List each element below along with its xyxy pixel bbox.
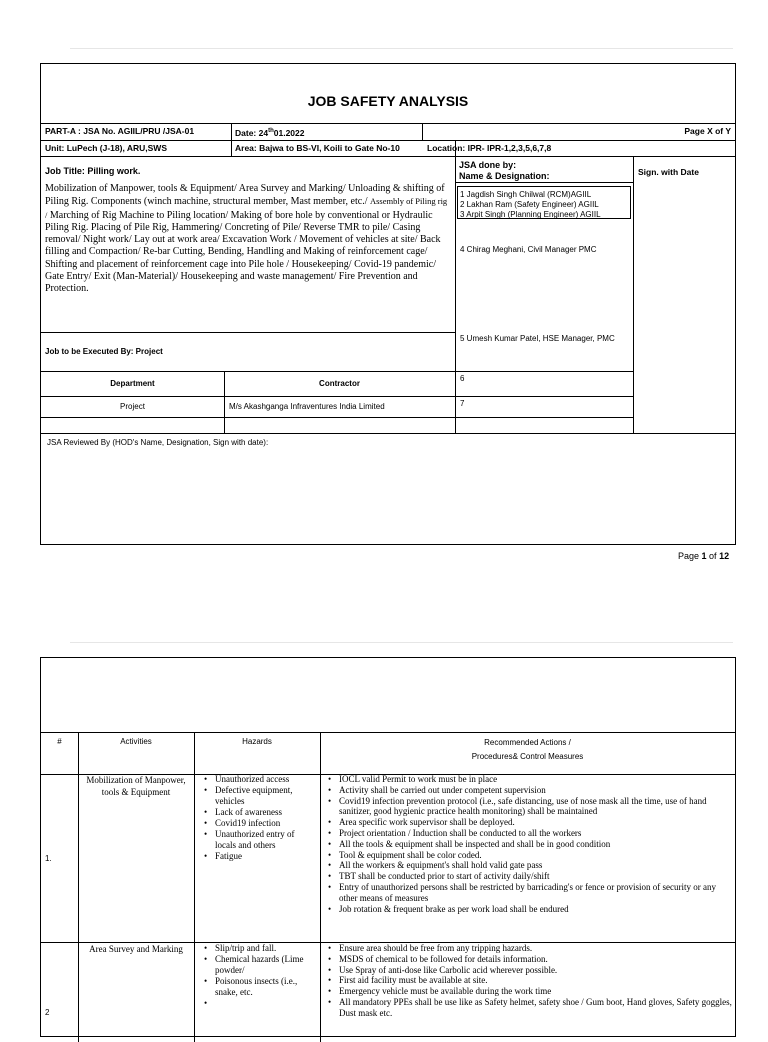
jsa-number: PART-A : JSA No. AGIIL/PRU /JSA-01 — [45, 126, 195, 136]
action-item: • All the tools & equipment shall be inspected and shall be in good condition — [339, 839, 733, 850]
row-number: 2 — [45, 1008, 50, 1017]
reviewed-by-label: JSA Reviewed By (HOD's Name, Designation, Sign with date): — [47, 438, 269, 447]
team-member: 2 Lakhan Ram (Safety Engineer) AGIIL — [460, 200, 599, 209]
jsa-date: Date: 24th01.2022 — [235, 127, 305, 138]
action-item: • TBT shall be conducted prior to start of activity daily/shift — [339, 871, 733, 882]
jsa-page-1 — [40, 63, 736, 545]
page-separator — [70, 48, 733, 49]
col-header-hazards: Hazards — [242, 737, 272, 746]
location-field: Location: IPR- IPR-1,2,3,5,6,7,8 — [427, 143, 552, 153]
page-number: Page 1 of 12 — [678, 551, 730, 561]
department-value: Project — [120, 402, 145, 411]
action-item: • Emergency vehicle must be available during the work time — [339, 986, 733, 997]
action-item: • Entry of unauthorized persons shall be restricted by barricading's or fence or provision of security or any other means of measures — [339, 882, 733, 904]
page-x-of-y: Page X of Y — [684, 126, 731, 136]
job-title: Job Title: Pilling work. — [45, 166, 141, 176]
team-member: 1 Jagdish Singh Chilwal (RCM)AGIIL — [460, 190, 592, 199]
action-item: • All mandatory PPEs shall be use like as Safety helmet, safety shoe / Gum boot, Hand gloves, Safety goggles, Dust mask etc. — [339, 997, 733, 1019]
team-member: 3 Arpit Singh (Planning Engineer) AGIIL — [460, 210, 601, 219]
action-item: • Ensure area should be free from any tripping hazards. — [339, 943, 733, 954]
action-item: • Area specific work supervisor shall be deployed. — [339, 817, 733, 828]
action-item: • Job rotation & frequent brake as per work load shall be endured — [339, 904, 733, 915]
name-designation-label: Name & Designation: — [459, 171, 550, 181]
hazard-item: • Slip/trip and fall. — [215, 943, 317, 954]
hazard-item: • Covid19 infection — [215, 818, 317, 829]
job-description: Mobilization of Manpower, tools & Equipment/ Area Survey and Marking/ Unloading & shifting of Piling Rig. Components (winch machine, structural member, Mast member, etc./ Assembly of Piling rig / Marching of Rig Machine to Piling location/ Making of bore hole by conventional or Hydraulic Piling Rig. Placing of Pile Rig, Hammering/ Concreting of Pile/ Reverse TMR to pile/ Casing removal/ Night work/ Lay out at work area/ Excavation Work / Movement of vehicles at site/ Back filling and Compaction/ Re-bar Cutting, Bending, Handling and Making of reinforcement cage/ Shifting and placement of reinforcement cage into Pile hole / Housekeeping/ Covid-19 pandemic/ Gate Entry/ Exit (Man-Material)/ Housekeeping and waste management/ Fire Prevention and Protection. — [45, 183, 448, 295]
jsa-page-2-table — [40, 657, 736, 1037]
hazard-item: • Poisonous insects (i.e., snake, etc. — [215, 976, 317, 998]
hazard-item: • Defective equipment, vehicles — [215, 785, 317, 807]
action-item: • Project orientation / Induction shall be conducted to all the workers — [339, 828, 733, 839]
action-item: • Tool & equipment shall be color coded. — [339, 850, 733, 861]
team-member-7: 7 — [460, 399, 465, 408]
team-member-5: 5 Umesh Kumar Patel, HSE Manager, PMC — [460, 334, 615, 343]
contractor-value: M/s Akashganga Infraventures India Limited — [229, 402, 385, 411]
hazards-cell — [201, 943, 317, 998]
hazard-item: • Fatigue — [215, 851, 317, 862]
hazards-cell — [201, 774, 317, 862]
hazard-item: • Chemical hazards (Lime powder/ — [215, 954, 317, 976]
team-list — [460, 190, 630, 220]
action-item: • Activity shall be carried out under competent supervision — [339, 785, 733, 796]
jsa-done-by-label: JSA done by: — [459, 160, 517, 170]
team-member-4: 4 Chirag Meghani, Civil Manager PMC — [460, 245, 597, 254]
action-item: • MSDS of chemical to be followed for details information. — [339, 954, 733, 965]
contractor-header: Contractor — [319, 379, 360, 388]
row-number: 1. — [45, 854, 52, 863]
page-title: JOB SAFETY ANALYSIS — [307, 93, 469, 109]
col-header-actions: Recommended Actions / Procedures& Control Measures — [471, 738, 584, 761]
col-header-number: # — [57, 737, 62, 746]
action-item: • Covid19 infection prevention protocol (i.e., safe distancing, use of nose mask all the time, use of hand sanitizer, good hygienic practice health monitoring) shall be maintained — [339, 796, 733, 818]
area-field: Area: Bajwa to BS-VI, Koili to Gate No-10 — [235, 143, 400, 153]
action-item: • First aid facility must be available at site. — [339, 975, 733, 986]
activity-cell: Mobilization of Manpower, tools & Equipment — [86, 775, 186, 797]
executed-by: Job to be Executed By: Project — [45, 347, 163, 356]
hazard-item: • Unauthorized access — [215, 774, 317, 785]
action-item: • Use Spray of anti-dose like Carbolic acid wherever possible. — [339, 965, 733, 976]
hazard-item: • Lack of awareness — [215, 807, 317, 818]
unit-field: Unit: LuPech (J-18), ARU,SWS — [45, 143, 167, 153]
actions-cell — [325, 943, 733, 1019]
activity-cell: Area Survey and Marking — [89, 944, 183, 954]
hazard-item: • Unauthorized entry of locals and others — [215, 829, 317, 851]
page-separator — [70, 642, 733, 643]
department-header: Department — [110, 379, 155, 388]
team-member-6: 6 — [460, 374, 465, 383]
sign-with-date-label: Sign. with Date — [638, 167, 699, 177]
action-item: • IOCL valid Permit to work must be in place — [339, 774, 733, 785]
actions-cell — [325, 774, 733, 914]
col-header-activities: Activities — [120, 737, 152, 746]
action-item: • All the workers & equipment's shall hold valid gate pass — [339, 860, 733, 871]
